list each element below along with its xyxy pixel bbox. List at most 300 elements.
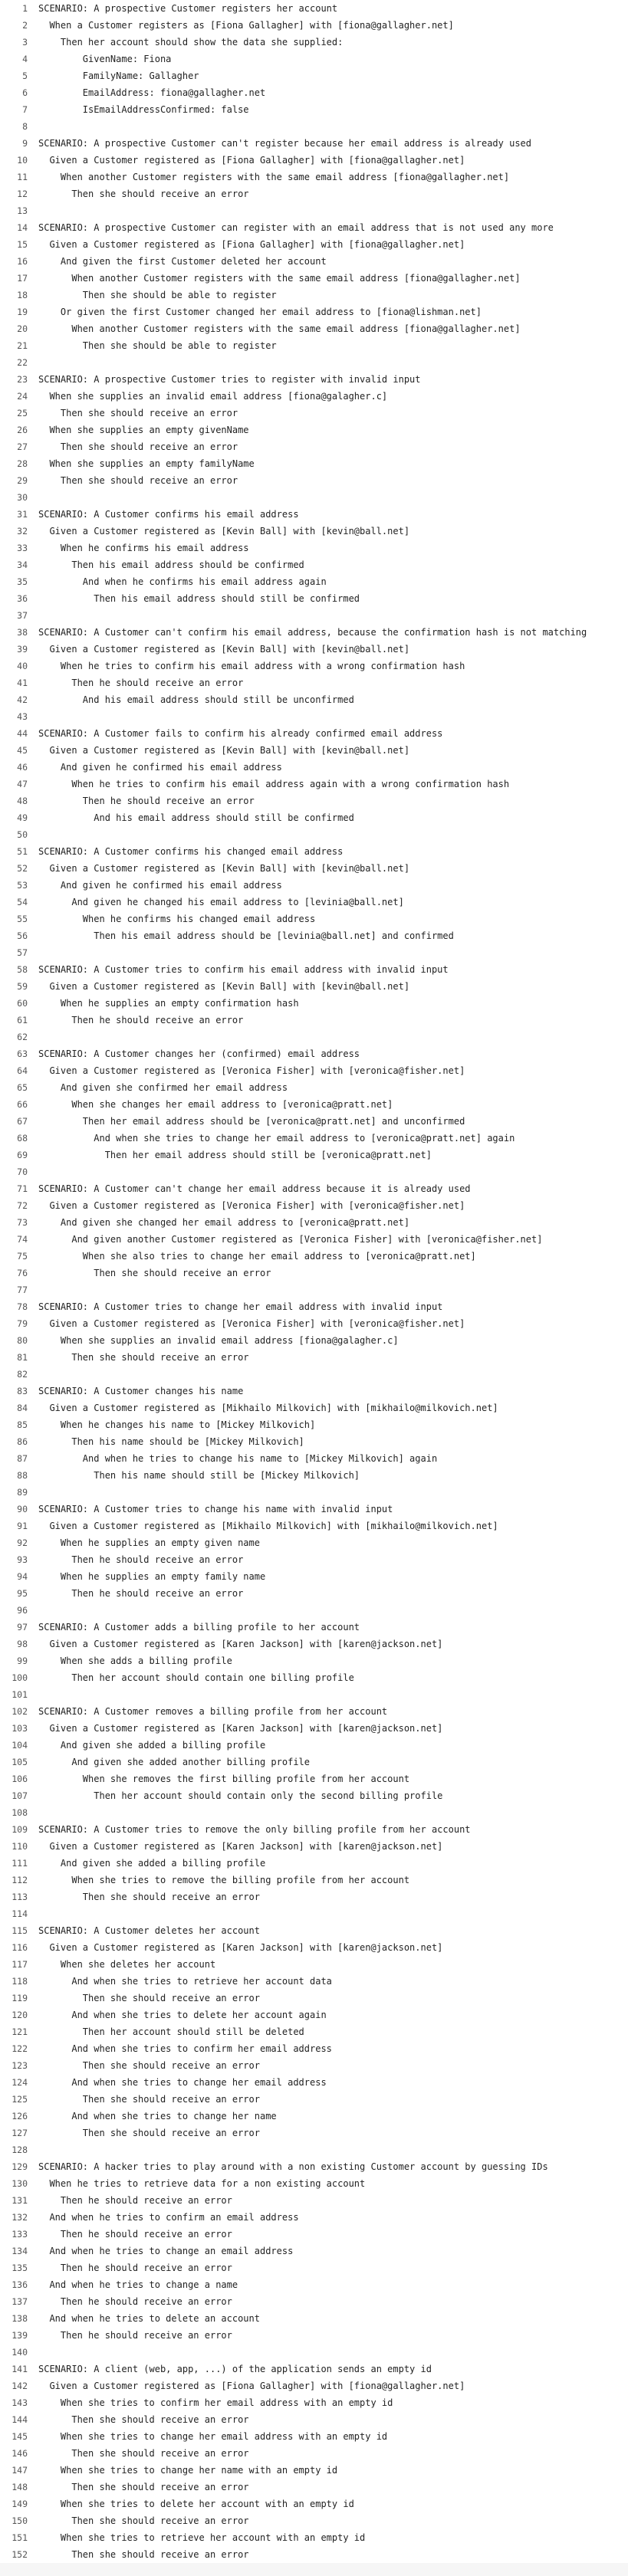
code-line[interactable] (0, 253, 628, 270)
line-text (38, 1602, 628, 1619)
code-line[interactable] (0, 1804, 628, 1821)
code-line[interactable] (0, 1400, 628, 1416)
code-line[interactable] (0, 911, 628, 927)
code-line[interactable] (0, 1737, 628, 1754)
line-number: 115 (12, 1925, 28, 1936)
line-text: Then she should receive an error (38, 1268, 271, 1278)
code-line[interactable] (0, 624, 628, 641)
code-line[interactable] (0, 1602, 628, 1619)
code-line[interactable] (0, 1855, 628, 1872)
code-line[interactable] (0, 2192, 628, 2209)
line-text: Given a Customer registered as [Kevin Ball] with [kevin@ball.net] (38, 526, 410, 537)
code-line[interactable] (0, 961, 628, 978)
line-text: Given a Customer registered as [Kevin Ball] with [kevin@ball.net] (38, 745, 410, 756)
line-number: 17 (17, 273, 28, 284)
code-line[interactable] (0, 556, 628, 573)
code-line[interactable] (0, 1568, 628, 1585)
line-number: 126 (12, 2111, 28, 2122)
line-number: 4 (22, 54, 28, 64)
code-line[interactable] (0, 2394, 628, 2411)
code-line[interactable] (0, 1585, 628, 1602)
code-line[interactable] (0, 17, 628, 34)
code-line[interactable] (0, 202, 628, 219)
code-line[interactable] (0, 927, 628, 944)
code-line[interactable] (0, 2141, 628, 2158)
line-number: 99 (17, 1656, 28, 1666)
code-line[interactable] (0, 1332, 628, 1349)
line-number: 145 (12, 2431, 28, 2442)
line-text: And given she added another billing profile (38, 1757, 311, 1767)
code-line[interactable] (0, 1636, 628, 1652)
line-number: 24 (17, 391, 28, 402)
line-text: When she adds a billing profile (38, 1656, 232, 1666)
code-line[interactable] (0, 1501, 628, 1518)
code-line[interactable] (0, 320, 628, 337)
code-line[interactable] (0, 1939, 628, 1956)
code-line[interactable] (0, 759, 628, 776)
line-text: And given the first Customer deleted her account (38, 256, 327, 267)
code-line[interactable] (0, 944, 628, 961)
line-number: 2 (22, 20, 28, 31)
code-line[interactable] (0, 1619, 628, 1636)
code-line[interactable] (0, 1669, 628, 1686)
line-number: 53 (17, 880, 28, 891)
line-text: When a Customer registers as [Fiona Gallagher] with [fiona@gallagher.net] (38, 20, 454, 31)
line-number: 91 (17, 1521, 28, 1531)
line-number: 92 (17, 1537, 28, 1548)
code-line[interactable] (0, 1703, 628, 1720)
code-line[interactable] (0, 792, 628, 809)
line-text: When she tries to change her name with an empty id (38, 2465, 338, 2476)
line-text: And given he changed his email address to [levinia@ball.net] (38, 897, 404, 907)
line-number: 49 (17, 812, 28, 823)
line-text: When she tries to confirm her email address with an empty id (38, 2397, 393, 2408)
code-line[interactable] (0, 1265, 628, 1281)
code-line[interactable] (0, 826, 628, 843)
code-line[interactable] (0, 489, 628, 506)
line-text (38, 2141, 628, 2158)
line-text (38, 2344, 628, 2361)
code-line[interactable] (0, 1079, 628, 1096)
line-text: FamilyName: Gallagher (38, 71, 199, 81)
code-line[interactable] (0, 2479, 628, 2496)
code-line[interactable] (0, 2276, 628, 2293)
code-line[interactable] (0, 860, 628, 877)
line-number: 134 (12, 2246, 28, 2256)
line-text: Then she should be able to register (38, 340, 277, 351)
code-line[interactable] (0, 2462, 628, 2479)
line-text: Given a Customer registered as [Kevin Ball] with [kevin@ball.net] (38, 644, 410, 655)
line-text: SCENARIO: A Customer tries to remove the only billing profile from her account (38, 1824, 471, 1835)
line-number: 139 (12, 2330, 28, 2341)
line-number: 82 (17, 1369, 28, 1380)
code-line[interactable] (0, 607, 628, 624)
code-line[interactable] (0, 405, 628, 422)
line-number: 84 (17, 1403, 28, 1413)
code-line[interactable] (0, 2175, 628, 2192)
code-line[interactable] (0, 135, 628, 152)
line-number: 67 (17, 1116, 28, 1127)
code-line[interactable] (0, 1147, 628, 1163)
code-line[interactable] (0, 1281, 628, 1298)
code-line[interactable] (0, 1248, 628, 1265)
line-text: Then she should receive an error (38, 2515, 249, 2526)
line-text: Then his email address should be confirmed (38, 560, 304, 570)
code-line[interactable] (0, 270, 628, 287)
line-number: 93 (17, 1554, 28, 1565)
line-number: 39 (17, 644, 28, 655)
code-line[interactable] (0, 1113, 628, 1130)
line-number: 149 (12, 2499, 28, 2509)
line-text: Then he should receive an error (38, 1015, 244, 1025)
line-number: 138 (12, 2313, 28, 2324)
line-text: Given a Customer registered as [Karen Jackson] with [karen@jackson.net] (38, 1639, 443, 1649)
line-text: Then he should receive an error (38, 2330, 232, 2341)
line-number: 72 (17, 1200, 28, 1211)
code-line[interactable] (0, 2496, 628, 2512)
line-text: And given she added a billing profile (38, 1858, 266, 1869)
code-line[interactable] (0, 2108, 628, 2125)
line-number: 25 (17, 408, 28, 418)
line-text: When he supplies an empty given name (38, 1537, 260, 1548)
code-line[interactable] (0, 304, 628, 320)
code-line[interactable] (0, 1214, 628, 1231)
line-text: Then she should receive an error (38, 1892, 260, 1902)
code-line[interactable] (0, 2125, 628, 2141)
code-line[interactable] (0, 2023, 628, 2040)
line-number: 116 (12, 1942, 28, 1953)
line-text: Given a Customer registered as [Kevin Ball] with [kevin@ball.net] (38, 863, 410, 874)
code-line[interactable] (0, 1973, 628, 1990)
code-line[interactable] (0, 2158, 628, 2175)
line-number: 88 (17, 1470, 28, 1481)
code-line[interactable] (0, 1062, 628, 1079)
line-text: Then she should receive an error (38, 2549, 249, 2560)
line-number: 46 (17, 762, 28, 773)
code-line[interactable] (0, 1416, 628, 1433)
line-text: Then she should receive an error (38, 475, 238, 486)
line-number: 40 (17, 661, 28, 671)
line-text: SCENARIO: A prospective Customer can't register because her email address is already used (38, 138, 531, 149)
line-text: Given a Customer registered as [Mikhailo Milkovich] with [mikhailo@milkovich.net] (38, 1403, 498, 1413)
code-line[interactable] (0, 1534, 628, 1551)
code-line[interactable] (0, 388, 628, 405)
line-number: 83 (17, 1386, 28, 1396)
line-number: 146 (12, 2448, 28, 2459)
code-line[interactable] (0, 287, 628, 304)
line-number: 10 (17, 155, 28, 166)
line-number: 45 (17, 745, 28, 756)
line-text: Then her account should still be deleted (38, 2026, 304, 2037)
code-line[interactable] (0, 691, 628, 708)
code-line[interactable] (0, 337, 628, 354)
line-text: Then she should receive an error (38, 2482, 249, 2492)
code-line[interactable] (0, 1686, 628, 1703)
line-number: 125 (12, 2094, 28, 2105)
code-line[interactable] (0, 2243, 628, 2259)
code-line[interactable] (0, 67, 628, 84)
code-line[interactable] (0, 472, 628, 489)
code-line[interactable] (0, 978, 628, 995)
line-text: When another Customer registers with the same email address [fiona@gallagher.net] (38, 172, 510, 182)
line-text: When another Customer registers with the same email address [fiona@gallagher.net] (38, 273, 521, 284)
code-line[interactable] (0, 1518, 628, 1534)
code-line[interactable] (0, 2293, 628, 2310)
line-number: 22 (17, 357, 28, 368)
code-line[interactable] (0, 101, 628, 118)
code-line[interactable] (0, 1754, 628, 1770)
line-text (38, 1905, 628, 1922)
line-number: 97 (17, 1622, 28, 1633)
line-number: 102 (12, 1706, 28, 1717)
code-line[interactable] (0, 2074, 628, 2091)
code-line[interactable] (0, 2226, 628, 2243)
line-number: 117 (12, 1959, 28, 1970)
code-line[interactable] (0, 1298, 628, 1315)
code-line[interactable] (0, 995, 628, 1012)
code-line[interactable] (0, 1096, 628, 1113)
line-number: 58 (17, 964, 28, 975)
line-number: 106 (12, 1774, 28, 1784)
line-number: 6 (22, 87, 28, 98)
line-text: SCENARIO: A Customer removes a billing profile from her account (38, 1706, 388, 1717)
line-number: 109 (12, 1824, 28, 1835)
line-number: 132 (12, 2212, 28, 2223)
line-number: 100 (12, 1672, 28, 1683)
line-text: When he tries to retrieve data for a non existing account (38, 2178, 366, 2189)
line-number: 61 (17, 1015, 28, 1025)
code-line[interactable] (0, 152, 628, 169)
line-number: 34 (17, 560, 28, 570)
code-line[interactable] (0, 1349, 628, 1366)
line-number: 15 (17, 239, 28, 250)
line-text: Then she should be able to register (38, 290, 277, 300)
code-line[interactable] (0, 1956, 628, 1973)
code-line[interactable] (0, 1652, 628, 1669)
line-text: And given he confirmed his email address (38, 880, 282, 891)
code-line[interactable] (0, 641, 628, 658)
line-text: Given a Customer registered as [Karen Jackson] with [karen@jackson.net] (38, 1841, 443, 1852)
code-line[interactable] (0, 2512, 628, 2529)
line-text: And when she tries to change her name (38, 2111, 277, 2122)
code-line[interactable] (0, 354, 628, 371)
code-line[interactable] (0, 1012, 628, 1029)
code-line[interactable] (0, 877, 628, 894)
code-line[interactable] (0, 523, 628, 540)
line-number: 140 (12, 2347, 28, 2358)
code-line[interactable] (0, 776, 628, 792)
code-line[interactable] (0, 1163, 628, 1180)
line-text: And his email address should still be unconfirmed (38, 694, 354, 705)
code-line[interactable] (0, 1922, 628, 1939)
line-text: Given a Customer registered as [Karen Jackson] with [karen@jackson.net] (38, 1942, 443, 1953)
line-text: SCENARIO: A Customer can't confirm his email address, because the confirmation hash is not matching (38, 627, 587, 638)
code-line[interactable] (0, 51, 628, 67)
code-line[interactable] (0, 674, 628, 691)
code-line[interactable] (0, 2310, 628, 2327)
line-number: 85 (17, 1419, 28, 1430)
line-number: 94 (17, 1571, 28, 1582)
code-line[interactable] (0, 1872, 628, 1889)
code-line[interactable] (0, 540, 628, 556)
code-line[interactable] (0, 658, 628, 674)
line-number: 87 (17, 1453, 28, 1464)
line-text: Given a Customer registered as [Kevin Ball] with [kevin@ball.net] (38, 981, 410, 992)
code-line[interactable] (0, 725, 628, 742)
line-text: Then he should receive an error (38, 796, 255, 806)
line-number: 79 (17, 1318, 28, 1329)
code-line[interactable] (0, 708, 628, 725)
line-text: SCENARIO: A Customer deletes her account (38, 1925, 260, 1936)
line-text (38, 202, 628, 219)
line-number: 124 (12, 2077, 28, 2088)
code-line[interactable] (0, 742, 628, 759)
line-text: When he supplies an empty family name (38, 1571, 266, 1582)
code-line[interactable] (0, 1433, 628, 1450)
code-line[interactable] (0, 2040, 628, 2057)
code-line[interactable] (0, 590, 628, 607)
code-line[interactable] (0, 2209, 628, 2226)
line-text: SCENARIO: A prospective Customer tries to register with invalid input (38, 374, 421, 385)
line-number: 1 (22, 3, 28, 14)
code-line[interactable] (0, 2445, 628, 2462)
line-text: And given she changed her email address to [veronica@pratt.net] (38, 1217, 410, 1228)
code-line[interactable] (0, 236, 628, 253)
code-line[interactable] (0, 1889, 628, 1905)
code-line[interactable] (0, 1045, 628, 1062)
code-line[interactable] (0, 1720, 628, 1737)
code-line[interactable] (0, 1231, 628, 1248)
line-number: 121 (12, 2026, 28, 2037)
line-number: 150 (12, 2515, 28, 2526)
code-line[interactable] (0, 438, 628, 455)
code-line[interactable] (0, 2546, 628, 2563)
code-line[interactable] (0, 2377, 628, 2394)
line-text: And when he tries to change his name to [Mickey Milkovich] again (38, 1453, 438, 1464)
code-line[interactable] (0, 455, 628, 472)
line-number: 41 (17, 678, 28, 688)
code-line[interactable] (0, 219, 628, 236)
code-line[interactable] (0, 1551, 628, 1568)
line-text: Given a Customer registered as [Veronica Fisher] with [veronica@fisher.net] (38, 1065, 465, 1076)
code-line[interactable] (0, 1383, 628, 1400)
line-text: And when she tries to delete her account again (38, 2010, 327, 2020)
code-line[interactable] (0, 1130, 628, 1147)
code-line[interactable] (0, 2344, 628, 2361)
code-line[interactable] (0, 118, 628, 135)
line-number: 89 (17, 1487, 28, 1498)
code-line[interactable] (0, 422, 628, 438)
code-line[interactable] (0, 1484, 628, 1501)
line-number: 130 (12, 2178, 28, 2189)
code-line[interactable] (0, 2529, 628, 2546)
code-line[interactable] (0, 2091, 628, 2108)
code-line[interactable] (0, 1787, 628, 1804)
line-number: 114 (12, 1908, 28, 1919)
code-line[interactable] (0, 1838, 628, 1855)
code-line[interactable] (0, 371, 628, 388)
code-line[interactable] (0, 1990, 628, 2007)
line-number: 107 (12, 1790, 28, 1801)
code-line[interactable] (0, 169, 628, 185)
code-line[interactable] (0, 506, 628, 523)
code-line[interactable] (0, 1366, 628, 1383)
code-line[interactable] (0, 1467, 628, 1484)
line-number: 74 (17, 1234, 28, 1245)
code-line[interactable] (0, 1905, 628, 1922)
code-line[interactable] (0, 1180, 628, 1197)
line-text: Given a Customer registered as [Mikhailo Milkovich] with [mikhailo@milkovich.net] (38, 1521, 498, 1531)
line-text: When she tries to retrieve her account with an empty id (38, 2532, 366, 2543)
code-line[interactable] (0, 185, 628, 202)
line-text: When he confirms his email address (38, 543, 249, 553)
code-line[interactable] (0, 894, 628, 911)
line-number: 73 (17, 1217, 28, 1228)
line-number: 112 (12, 1875, 28, 1885)
line-text: And given another Customer registered as [Veronica Fisher] with [veronica@fisher.net] (38, 1234, 543, 1245)
line-text: SCENARIO: A Customer confirms his changed email address (38, 846, 344, 857)
code-line[interactable] (0, 1770, 628, 1787)
line-number: 133 (12, 2229, 28, 2240)
line-number: 29 (17, 475, 28, 486)
line-number: 81 (17, 1352, 28, 1363)
line-text: And given she confirmed her email address (38, 1082, 288, 1093)
code-line[interactable] (0, 1197, 628, 1214)
line-text (38, 489, 628, 506)
line-number: 48 (17, 796, 28, 806)
code-line[interactable] (0, 1029, 628, 1045)
line-text: Then he should receive an error (38, 2296, 232, 2307)
code-line[interactable] (0, 2057, 628, 2074)
line-number: 33 (17, 543, 28, 553)
line-text: Then he should receive an error (38, 1588, 244, 1599)
line-text: Given a Customer registered as [Fiona Gallagher] with [fiona@gallagher.net] (38, 239, 465, 250)
code-line[interactable] (0, 0, 628, 17)
code-line[interactable] (0, 2327, 628, 2344)
line-number: 105 (12, 1757, 28, 1767)
line-number: 122 (12, 2043, 28, 2054)
line-number: 54 (17, 897, 28, 907)
line-number: 148 (12, 2482, 28, 2492)
code-line[interactable] (0, 843, 628, 860)
line-number: 11 (17, 172, 28, 182)
code-line[interactable] (0, 2361, 628, 2377)
line-number: 71 (17, 1183, 28, 1194)
line-number: 31 (17, 509, 28, 520)
line-text: And given he confirmed his email address (38, 762, 282, 773)
code-line[interactable] (0, 2411, 628, 2428)
code-line[interactable] (0, 1315, 628, 1332)
line-number: 37 (17, 610, 28, 621)
code-line[interactable] (0, 809, 628, 826)
code-line[interactable] (0, 84, 628, 101)
code-line[interactable] (0, 2007, 628, 2023)
code-line[interactable] (0, 1821, 628, 1838)
line-number: 16 (17, 256, 28, 267)
line-number: 59 (17, 981, 28, 992)
line-text: Given a Customer registered as [Veronica Fisher] with [veronica@fisher.net] (38, 1200, 465, 1211)
code-line[interactable] (0, 573, 628, 590)
code-line[interactable] (0, 2428, 628, 2445)
code-line[interactable] (0, 1450, 628, 1467)
code-line[interactable] (0, 2259, 628, 2276)
line-text (38, 118, 628, 135)
code-line[interactable] (0, 34, 628, 51)
line-text: Or given the first Customer changed her email address to [fiona@lishman.net] (38, 307, 482, 317)
line-number: 101 (12, 1689, 28, 1700)
line-number: 95 (17, 1588, 28, 1599)
line-number: 77 (17, 1285, 28, 1295)
